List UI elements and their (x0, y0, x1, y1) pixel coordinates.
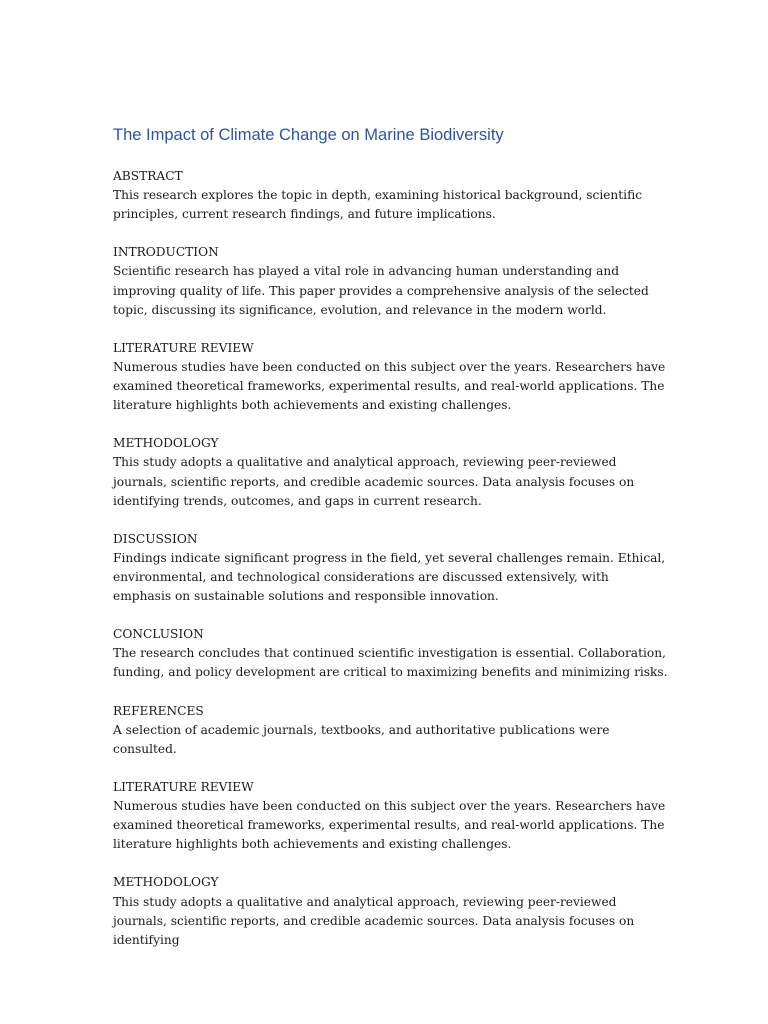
section-literature-review-repeat (113, 778, 668, 854)
section-body: This study adopts a qualitative and analytical approach, reviewing peer-reviewed journals, scientific reports, and credible academic sources. Data analysis focuses on identifying trends, outcomes, and gaps in current research. (113, 455, 635, 508)
section-heading: LITERATURE REVIEW (113, 340, 254, 355)
section-heading: METHODOLOGY (113, 436, 219, 451)
section-body: This research explores the topic in depth, examining historical background, scientific principles, current research findings, and future implications. (113, 188, 643, 222)
section-abstract (113, 167, 668, 224)
section-body: Findings indicate significant progress in the field, yet several challenges remain. Ethical, environmental, and technological considerations are discussed extensively, with emphasis on sustainable solutions and responsible innovation. (113, 550, 666, 604)
section-heading: METHODOLOGY (113, 875, 219, 890)
section-body: This study adopts a qualitative and analytical approach, reviewing peer-reviewed journals, scientific reports, and credible academic sources. Data analysis focuses on identifying (113, 894, 635, 947)
document-sections (113, 167, 668, 969)
section-heading: DISCUSSION (113, 531, 198, 546)
section-discussion (113, 530, 668, 606)
section-body: The research concludes that continued scientific investigation is essential. Collaboration, funding, and policy development are critical to maximizing benefits and minimizing risks. (113, 646, 668, 680)
section-body: Numerous studies have been conducted on this subject over the years. Researchers have examined theoretical frameworks, experimental results, and real-world applications. The literature highlights both achievements and existing challenges. (113, 799, 666, 852)
section-heading: ABSTRACT (113, 169, 183, 183)
section-body: A selection of academic journals, textbooks, and authoritative publications were consulted. (113, 722, 610, 756)
section-references (113, 702, 668, 759)
section-conclusion (113, 625, 668, 682)
section-body: Numerous studies have been conducted on this subject over the years. Researchers have examined theoretical frameworks, experimental results, and real-world applications. The literature highlights both achievements and existing challenges. (113, 359, 666, 413)
section-heading: REFERENCES (113, 703, 204, 718)
section-heading: LITERATURE REVIEW (113, 780, 254, 794)
section-heading: CONCLUSION (113, 627, 204, 642)
section-methodology-repeat (113, 873, 668, 949)
section-body: Scientific research has played a vital role in advancing human understanding and improving quality of life. This paper provides a comprehensive analysis of the selected topic, discussing its significance, evolution, and relevance in the modern world. (113, 264, 649, 317)
section-heading: INTRODUCTION (113, 245, 219, 260)
section-methodology (113, 434, 668, 510)
document-title: The Impact of Climate Change on Marine Biodiversity (113, 126, 504, 144)
section-introduction (113, 243, 668, 319)
section-literature-review (113, 339, 668, 415)
